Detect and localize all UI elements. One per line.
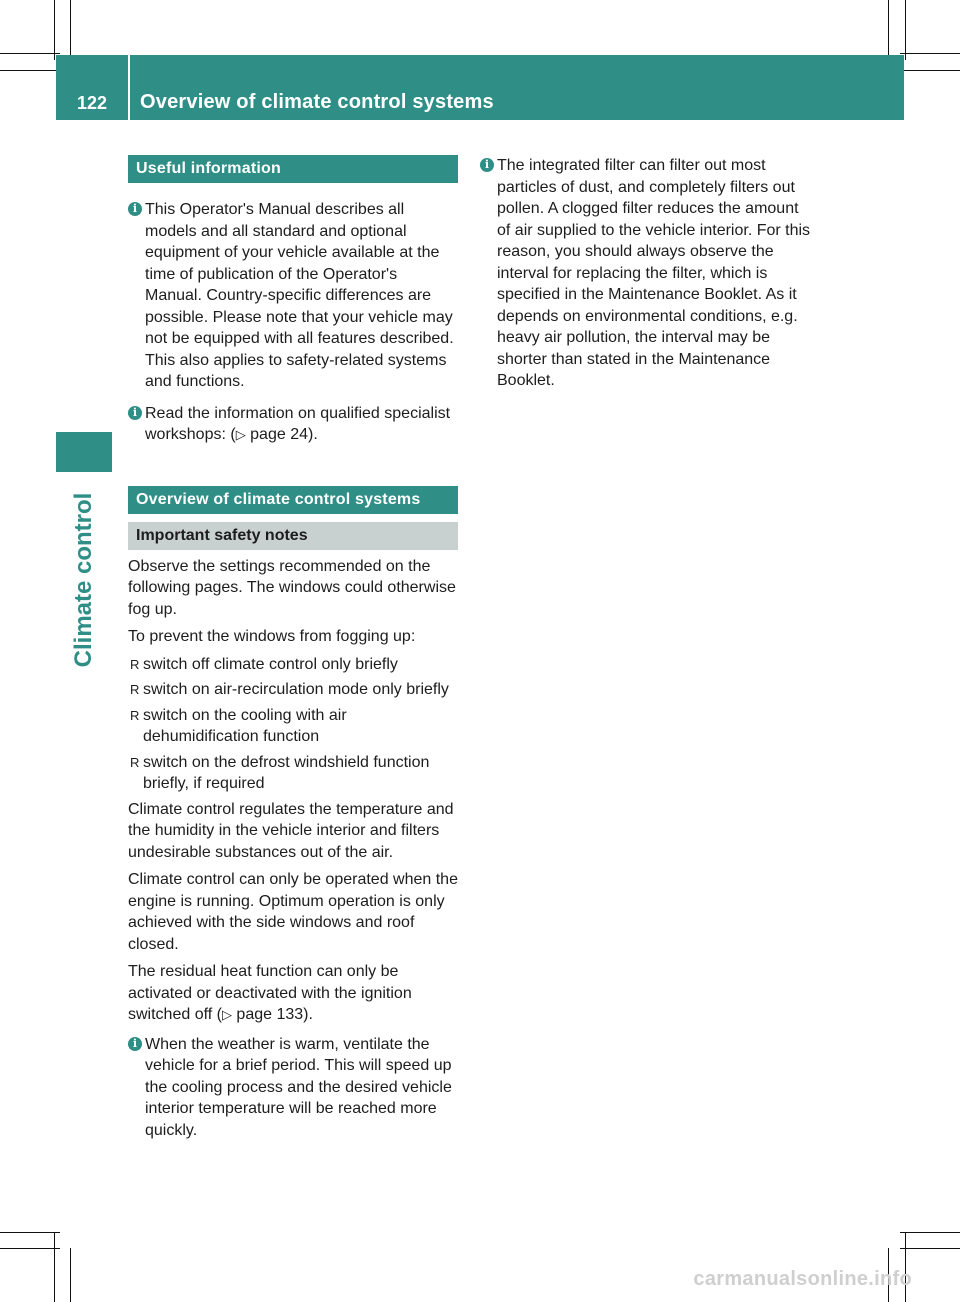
crop-mark: [900, 1232, 960, 1233]
crop-mark: [0, 1248, 60, 1249]
crop-mark: [900, 70, 960, 71]
page-reference-arrow-icon[interactable]: ▷: [235, 427, 246, 442]
crop-mark: [888, 0, 889, 60]
bullet-icon: R: [130, 656, 140, 672]
list-item-text: switch off climate control only briefly: [143, 655, 398, 673]
crop-mark: [900, 1248, 960, 1249]
page-title: Overview of climate control systems: [140, 91, 494, 113]
paragraph: [128, 961, 458, 1026]
page-number: 122: [76, 93, 108, 113]
list-item: [128, 705, 458, 748]
info-text: The integrated filter can filter out most particles of dust, and completely filters out pollen. A clogged filter reduces the amount of air supplied to the vehicle interior. For this reason, you should always observe the interval for replacing the filter, which is specified in the Maintenance Booklet. As it depends on environmental conditions, e.g. heavy air pollution, the interval may be shorter than stated in the Maintenance Booklet.: [497, 157, 811, 389]
list-item: [128, 654, 458, 676]
section-heading: Overview of climate control systems: [128, 486, 458, 514]
bullet-icon: R: [130, 707, 140, 723]
info-note: [128, 199, 458, 393]
paragraph: Climate control can only be operated when the engine is running. Optimum operation is only achieved with the side windows and roof closed.: [128, 871, 458, 953]
paragraph-text: The residual heat function can only be activated or deactivated with the ignition switched off (: [128, 963, 412, 1023]
crop-mark: [70, 0, 71, 60]
info-icon: i: [128, 406, 142, 420]
chapter-tab: [56, 432, 112, 472]
crop-mark: [54, 0, 55, 60]
info-text: When the weather is warm, ventilate the vehicle for a brief period. This will speed up the cooling process and the desired vehicle interior temperature will be reached more quickly.: [145, 1035, 452, 1139]
crop-mark: [54, 1232, 55, 1302]
page-reference-link[interactable]: page 24).: [245, 426, 318, 443]
info-note: [480, 155, 813, 392]
crop-mark: [905, 1232, 906, 1302]
info-icon: i: [128, 1037, 142, 1051]
page-reference-link[interactable]: page 133).: [231, 1006, 313, 1023]
paragraph: Climate control regulates the temperature and the humidity in the vehicle interior and filters undesirable substances out of the air.: [128, 800, 454, 861]
paragraph: To prevent the windows from fogging up:: [128, 628, 416, 645]
bullet-icon: R: [130, 682, 140, 697]
info-note: [128, 403, 458, 446]
list-item-text: switch on the defrost windshield function briefly, if required: [143, 753, 430, 792]
crop-mark: [0, 53, 60, 54]
list-item-text: switch on the cooling with air dehumidification function: [143, 706, 347, 745]
info-icon: i: [128, 202, 142, 216]
list-item: [128, 752, 458, 795]
list-item: [128, 679, 458, 701]
crop-mark: [905, 0, 906, 60]
useful-information-heading: Useful information: [128, 155, 458, 183]
crop-mark: [70, 1248, 71, 1302]
watermark: carmanualsonline.info: [693, 1268, 912, 1290]
info-text: Read the information on qualified specialist workshops: (: [145, 404, 451, 443]
crop-mark: [900, 53, 960, 54]
chapter-label: Climate control: [70, 492, 97, 668]
page-reference-arrow-icon[interactable]: ▷: [221, 1007, 232, 1022]
paragraph: Observe the settings recommended on the following pages. The windows could otherwise fog up.: [128, 557, 456, 618]
crop-mark: [0, 1232, 60, 1233]
subsection-heading: Important safety notes: [128, 522, 458, 550]
left-column: [128, 155, 458, 1151]
right-column: [480, 155, 813, 402]
header-divider: [128, 55, 130, 120]
info-text: This Operator's Manual describes all models and all standard and optional equipment of your vehicle available at the time of publication of the Operator's Manual. Country-specific differences are possible. Please note that your vehicle may not be equipped with all features described. This also applies to safety-related systems and functions.: [145, 201, 454, 390]
list-item-text: switch on air-recirculation mode only briefly: [143, 681, 449, 698]
bullet-icon: R: [130, 754, 140, 770]
info-note: [128, 1034, 458, 1142]
crop-mark: [0, 70, 60, 71]
info-icon: i: [480, 158, 494, 172]
